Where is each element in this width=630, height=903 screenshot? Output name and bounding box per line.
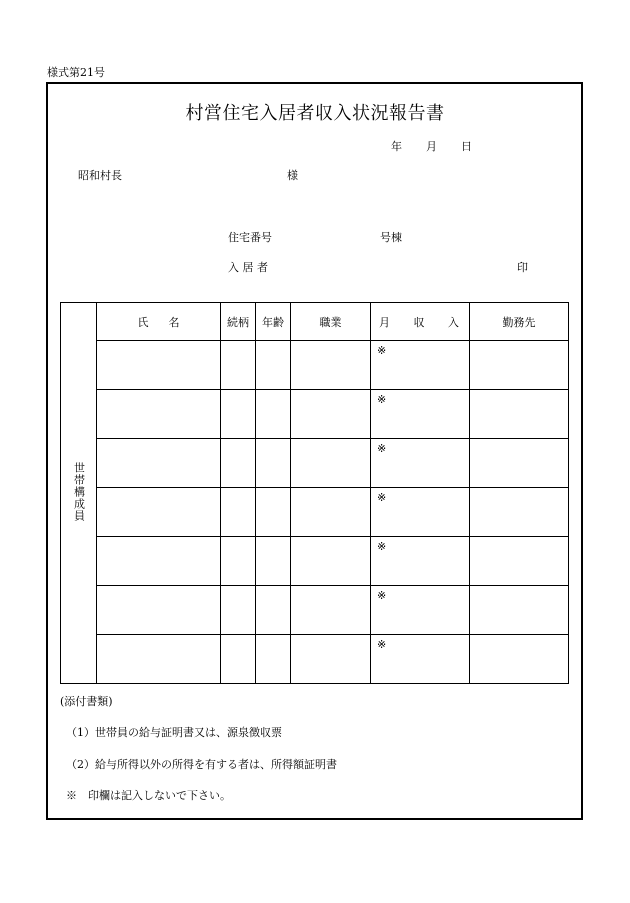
table-header-row <box>61 303 569 341</box>
date-month-label: 月 <box>426 140 437 153</box>
header-workplace: 勤務先 <box>470 303 569 341</box>
workplace-cell[interactable] <box>470 586 569 635</box>
housing-number-label: 住宅番号 <box>228 231 272 244</box>
table-row <box>61 488 569 537</box>
income-note-mark: ※ <box>377 442 387 455</box>
occupation-cell[interactable] <box>291 488 371 537</box>
income-note-mark: ※ <box>377 589 387 602</box>
addressee-honorific: 様 <box>287 169 298 182</box>
relation-cell[interactable] <box>221 537 256 586</box>
attachment-item-1: （1）世帯員の給与証明書又は、源泉徴収票 <box>66 726 282 739</box>
date-day-label: 日 <box>461 140 472 153</box>
name-cell[interactable] <box>97 488 221 537</box>
header-name-part1: 氏 <box>137 315 149 329</box>
attachment-item-2: （2）給与所得以外の所得を有する者は、所得額証明書 <box>66 758 337 771</box>
income-note-mark: ※ <box>377 393 387 406</box>
income-cell <box>371 586 470 635</box>
name-cell[interactable] <box>97 586 221 635</box>
income-cell <box>371 390 470 439</box>
age-cell[interactable] <box>256 635 291 684</box>
age-cell[interactable] <box>256 586 291 635</box>
form-number: 様式第21号 <box>47 66 105 79</box>
header-age: 年齢 <box>256 303 291 341</box>
income-cell <box>371 488 470 537</box>
occupation-cell[interactable] <box>291 635 371 684</box>
seal-mark: 印 <box>517 261 528 274</box>
form-title: 村営住宅入居者収入状況報告書 <box>185 103 445 124</box>
occupation-cell[interactable] <box>291 586 371 635</box>
income-cell <box>371 537 470 586</box>
attachments-heading: (添付書類) <box>60 695 113 708</box>
name-cell[interactable] <box>97 635 221 684</box>
header-income-part2: 収 <box>413 315 425 329</box>
table-row <box>61 390 569 439</box>
age-cell[interactable] <box>256 488 291 537</box>
income-cell <box>371 341 470 390</box>
header-monthly-income <box>371 303 470 341</box>
seal-field-note: ※ 印欄は記入しないで下さい。 <box>66 789 231 802</box>
occupation-cell[interactable] <box>291 439 371 488</box>
age-cell[interactable] <box>256 341 291 390</box>
table-row <box>61 439 569 488</box>
income-note-mark: ※ <box>377 491 387 504</box>
income-note-mark: ※ <box>377 540 387 553</box>
income-note-mark: ※ <box>377 638 387 651</box>
name-cell[interactable] <box>97 537 221 586</box>
income-cell <box>371 439 470 488</box>
workplace-cell[interactable] <box>470 439 569 488</box>
relation-cell[interactable] <box>221 390 256 439</box>
date-year-label: 年 <box>391 140 402 153</box>
header-name-part2: 名 <box>168 315 180 329</box>
relation-cell[interactable] <box>221 488 256 537</box>
name-cell[interactable] <box>97 341 221 390</box>
occupation-cell[interactable] <box>291 341 371 390</box>
income-cell <box>371 635 470 684</box>
workplace-cell[interactable] <box>470 488 569 537</box>
workplace-cell[interactable] <box>470 341 569 390</box>
household-members-side-label <box>61 303 97 684</box>
age-cell[interactable] <box>256 390 291 439</box>
table-row <box>61 537 569 586</box>
relation-cell[interactable] <box>221 586 256 635</box>
name-cell[interactable] <box>97 439 221 488</box>
table-row <box>61 341 569 390</box>
header-relation: 続柄 <box>221 303 256 341</box>
workplace-cell[interactable] <box>470 537 569 586</box>
relation-cell[interactable] <box>221 341 256 390</box>
header-name <box>97 303 221 341</box>
age-cell[interactable] <box>256 537 291 586</box>
building-label: 号棟 <box>380 231 402 244</box>
occupation-cell[interactable] <box>291 390 371 439</box>
workplace-cell[interactable] <box>470 390 569 439</box>
name-cell[interactable] <box>97 390 221 439</box>
relation-cell[interactable] <box>221 439 256 488</box>
resident-label: 入 居 者 <box>228 261 268 274</box>
household-members-table <box>60 302 569 684</box>
table-row <box>61 635 569 684</box>
table-row <box>61 586 569 635</box>
relation-cell[interactable] <box>221 635 256 684</box>
header-income-part3: 入 <box>448 315 459 329</box>
household-members-label: 世帯構成員 <box>72 461 86 522</box>
addressee-name: 昭和村長 <box>78 169 122 182</box>
header-occupation: 職業 <box>291 303 371 341</box>
occupation-cell[interactable] <box>291 537 371 586</box>
age-cell[interactable] <box>256 439 291 488</box>
header-income-part1: 月 <box>379 315 390 329</box>
workplace-cell[interactable] <box>470 635 569 684</box>
income-note-mark: ※ <box>377 344 387 357</box>
